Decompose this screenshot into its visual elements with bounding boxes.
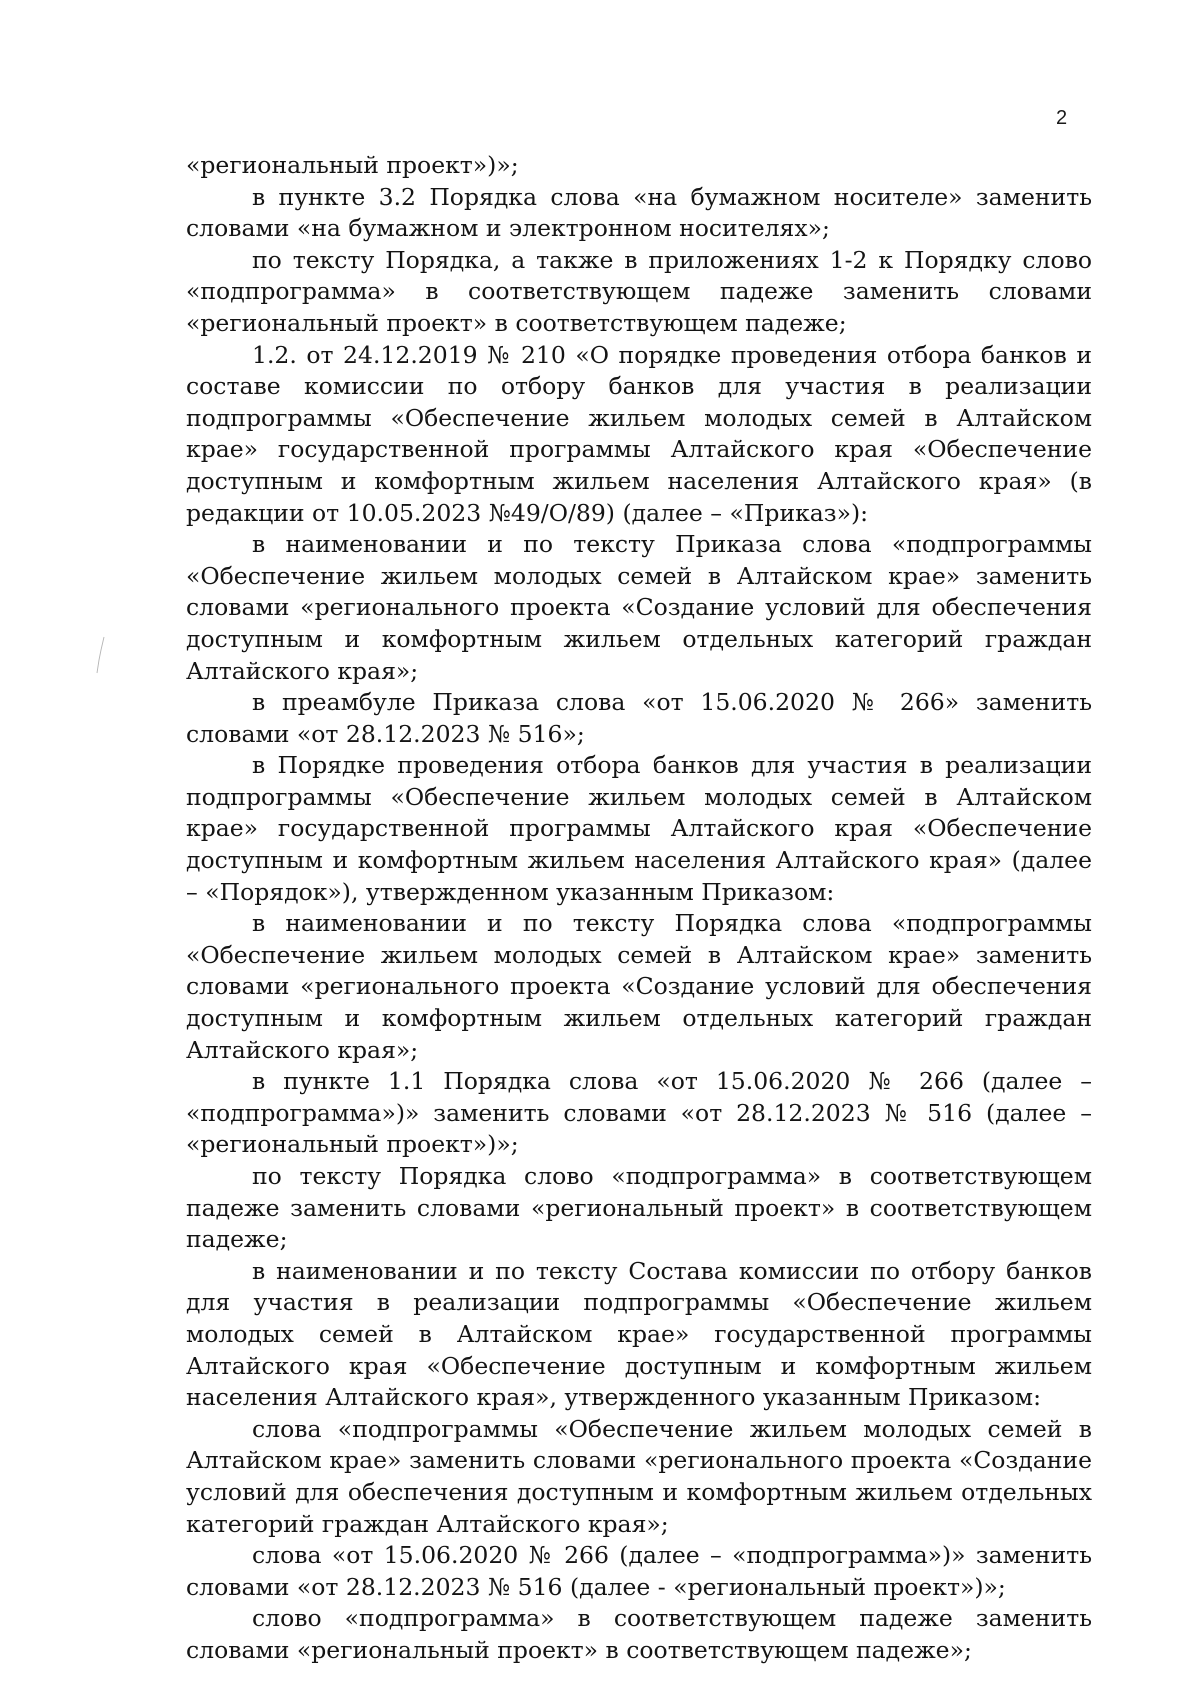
page-number: 2 [1056, 107, 1068, 129]
paragraph-7: в Порядке проведения отбора банков для участия в реализации подпрограммы «Обеспечение жильем молодых семей в Алтайском крае» государственной программы Алтайского края «Обеспечение доступным и комфортным жильем населения Алтайского края» (далее – «Порядок»), утвержденном указанным Приказом: [186, 751, 1092, 906]
paragraph-12: слова «подпрограммы «Обеспечение жильем молодых семей в Алтайском крае» заменить словами «регионального проекта «Создание условий для обеспечения доступным и комфортным жильем отдельных категорий граждан Алтайского края»; [186, 1414, 1092, 1538]
paragraph-11: в наименовании и по тексту Состава комиссии по отбору банков для участия в реализации подпрограммы «Обеспечение жильем молодых семей в Алтайском крае» государственной программы Алтайского края «Обеспечение доступным и комфортным жильем населения Алтайского края», утвержденного указанным Приказом: [186, 1256, 1092, 1412]
paragraph-1: «региональный проект»)»; [186, 151, 519, 179]
paragraph-6: в преамбуле Приказа слова «от 15.06.2020 № 266» заменить словами «от 28.12.2023 № 516»; [186, 688, 1092, 748]
paragraph-8: в наименовании и по тексту Порядка слова «подпрограммы «Обеспечение жильем молодых семей в Алтайском крае» заменить словами «регионального проекта «Создание условий для обеспечения доступным и комфортным жильем отдельных категорий граждан Алтайского края»; [186, 909, 1092, 1064]
paragraph-5: в наименовании и по тексту Приказа слова «подпрограммы «Обеспечение жильем молодых семей в Алтайском крае» заменить словами «регионального проекта «Создание условий для обеспечения доступным и комфортным жильем отдельных категорий граждан Алтайского края»; [186, 530, 1092, 685]
paragraph-10: по тексту Порядка слово «подпрограмма» в соответствующем падеже заменить словами «региональный проект» в соответствующем падеже; [186, 1162, 1092, 1254]
paragraph-2: в пункте 3.2 Порядка слова «на бумажном носителе» заменить словами «на бумажном и электронном носителях»; [186, 182, 1092, 243]
paragraph-3: по тексту Порядка, а также в приложениях 1-2 к Порядку слово «подпрограмма» в соответствующем падеже заменить словами «региональный проект» в соответствующем падеже; [186, 245, 1092, 337]
paragraph-9: в пункте 1.1 Порядка слова «от 15.06.2020 № 266 (далее – «подпрограмма»)» заменить словами «от 28.12.2023 № 516 (далее – «региональный проект»)»; [186, 1067, 1092, 1159]
margin-pencil-mark [96, 636, 106, 674]
paragraph-13: слова «от 15.06.2020 № 266 (далее – «подпрограмма»)» заменить словами «от 28.12.2023 № 516 (далее - «региональный проект»)»; [186, 1541, 1092, 1601]
paragraph-4: 1.2. от 24.12.2019 № 210 «О порядке проведения отбора банков и составе комиссии по отбору банков для участия в реализации подпрограммы «Обеспечение жильем молодых семей в Алтайском крае» государственной программы Алтайского края «Обеспечение доступным и комфортным жильем населения Алтайского края» (в редакции от 10.05.2023 №49/О/89) (далее – «Приказ»): [186, 340, 1092, 527]
paragraph-14: слово «подпрограмма» в соответствующем падеже заменить словами «региональный проект» в соответствующем падеже»; [186, 1604, 1092, 1664]
document-body [186, 150, 1092, 1667]
